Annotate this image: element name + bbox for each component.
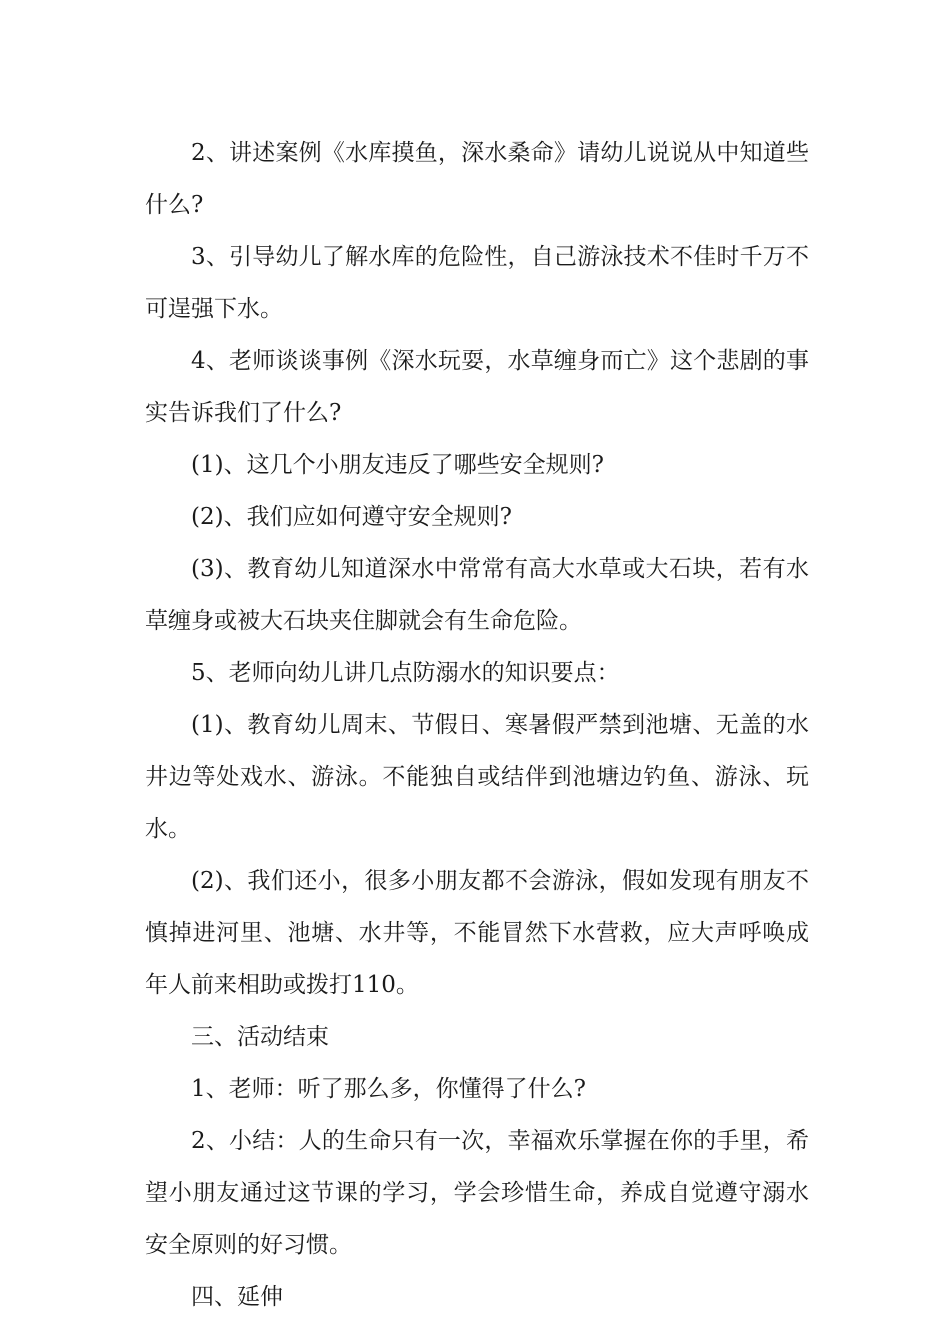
paragraph-question-2: (2)、我们应如何遵守安全规则? xyxy=(191,504,512,530)
section-heading-activity-end: 三、活动结束 xyxy=(191,1024,329,1050)
paragraph-teacher-question: 1、老师：听了那么多，你懂得了什么? xyxy=(191,1076,586,1102)
paragraph-summary: 2、小结：人的生命只有一次，幸福欢乐掌握在你的手里，希望小朋友通过这节课的学习，学会珍惜生命，养成自觉遵守溺水安全原则的好习惯。 xyxy=(145,1128,809,1258)
paragraph-teacher-story: 4、老师谈谈事例《深水玩耍，水草缠身而亡》这个悲剧的事实告诉我们了什么? xyxy=(145,348,809,426)
paragraph-point-2: (2)、我们还小，很多小朋友都不会游泳，假如发现有朋友不慎掉进河里、池塘、水井等，不能冒然下水营救，应大声呼唤成年人前来相助或拨打110。 xyxy=(145,868,809,998)
paragraph-question-3: (3)、教育幼儿知道深水中常常有高大水草或大石块，若有水草缠身或被大石块夹住脚就会有生命危险。 xyxy=(145,556,809,634)
paragraph-case-story: 2、讲述案例《水库摸鱼，深水桑命》请幼儿说说从中知道些什么? xyxy=(145,140,809,218)
paragraph-point-1: (1)、教育幼儿周末、节假日、寒暑假严禁到池塘、无盖的水井边等处戏水、游泳。不能独自或结伴到池塘边钓鱼、游泳、玩水。 xyxy=(145,712,809,842)
paragraph-reservoir-danger: 3、引导幼儿了解水库的危险性，自己游泳技术不佳时千万不可逞强下水。 xyxy=(145,244,809,322)
section-heading-extension: 四、延伸 xyxy=(191,1284,283,1310)
document-body xyxy=(145,127,809,1323)
paragraph-key-points: 5、老师向幼儿讲几点防溺水的知识要点： xyxy=(191,660,620,686)
paragraph-question-1: (1)、这几个小朋友违反了哪些安全规则? xyxy=(191,452,604,478)
